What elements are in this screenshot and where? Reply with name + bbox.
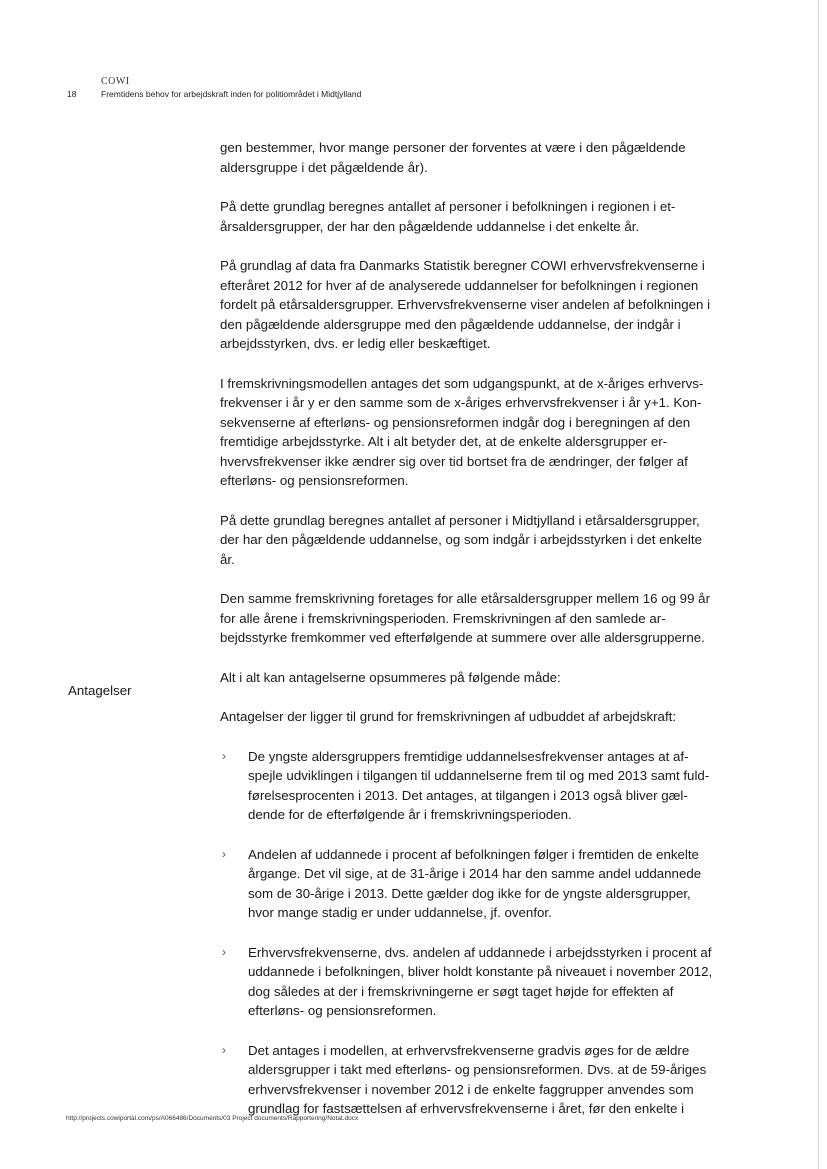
paragraph: På grundlag af data fra Danmarks Statistik beregner COWI erhvervsfrekvenserne i efteråret 2012 for hver af de analyserede uddannelser for befolkningen i regionen fordelt på etårsaldersgrupper. Erhvervsfrekvenserne viser andelen af befolkningen i den pågældende aldersgruppe med den pågældende uddannelse, der indgår i arbejdsstyrken, dvs. er ledig eller beskæftiget. [220, 258, 711, 351]
paragraph: I fremskrivningsmodellen antages det som udgangspunkt, at de x-åriges erhvervs-frekvenser i år y er den samme som de x-åriges erhvervsfrekvenser i år y+1. Kon-sekvenserne af efterløns- og pensionsreformen indgår dog i beregningen af den fremtidige arbejdsstyrke. Alt i alt betyder det, at de enkelte aldersgrupper er-hvervsfrekvenser ikke ændrer sig over tid bortset fra de ændringer, der følger af efterløns- og pensionsreformen. [220, 375, 704, 488]
assumptions-intro: Antagelser der ligger til grund for fremskrivningen af udbuddet af arbejdskraft: [220, 709, 677, 724]
list-item [220, 943, 720, 1021]
bullet-chevron-icon: › [222, 846, 226, 861]
body-text [220, 138, 720, 1139]
page-number: 18 [67, 89, 77, 99]
list-item-text: Erhvervsfrekvenserne, dvs. andelen af uddannede i arbejdsstyrken i procent af uddannede i befolkningen, bliver holdt konstante på niveauet i november 2012, dog således at der i fremskrivningerne er søgt taget højde for effekten af efterløns- og pensionsreformen. [248, 944, 713, 1018]
paragraph: På dette grundlag beregnes antallet af personer i Midtjylland i etårsaldersgrupper, der har den pågældende uddannelse, og som indgår i arbejdsstyrken i det enkelte år. [220, 512, 702, 567]
list-item [220, 747, 720, 825]
bullet-chevron-icon: › [222, 748, 226, 763]
margin-label-antagelser: Antagelser [68, 683, 132, 698]
bullet-chevron-icon: › [222, 1042, 226, 1057]
footer-file-path: http://projects.cowiportal.com/ps/A066486/Documents/03 Project documents/Rapportering/Notat.docx [66, 1115, 359, 1122]
company-name: COWI [101, 76, 130, 87]
assumptions-list [220, 747, 720, 1119]
paragraph: Den samme fremskrivning foretages for alle etårsaldersgrupper mellem 16 og 99 år for alle årene i fremskrivningsperioden. Fremskrivningen af den samlede ar-bejdsstyrke fremkommer ved efterfølgende at summere over alle aldersgrupperne. [220, 591, 710, 645]
bullet-chevron-icon: › [222, 944, 226, 959]
list-item-text: Andelen af uddannede i procent af befolkningen følger i fremtiden de enkelte årgange. Det vil sige, at de 31-årige i 2014 har den samme andel uddannede som de 30-årige i 2013. Dette gælder dog ikke for de yngste aldersgrupper, hvor mange stadig er under uddannelse, jf. ovenfor. [248, 846, 702, 920]
paragraph: gen bestemmer, hvor mange personer der forventes at være i den pågældende aldersgruppe i det pågældende år). [220, 140, 686, 175]
page-edge-line [818, 0, 819, 1169]
document-title: Fremtidens behov for arbejdskraft inden for politiområdet i Midtjylland [101, 89, 362, 99]
list-item [220, 845, 720, 923]
paragraph: Alt i alt kan antagelserne opsummeres på følgende måde: [220, 669, 561, 685]
list-item-text: De yngste aldersgruppers fremtidige uddannelsesfrekvenser antages at af-spejle udviklingen i tilgangen til uddannelserne frem til og med 2013 samt fuld-førelsesprocenten i 2013. Det antages, at tilgangen i 2013 også bliver gæl-dende for de efterfølgende år i fremskrivningsperioden. [248, 748, 710, 822]
paragraph: På dette grundlag beregnes antallet af personer i befolkningen i regionen i et-årsaldersgrupper, der har den pågældende uddannelse i det enkelte år. [220, 199, 676, 234]
list-item [220, 1041, 720, 1119]
list-item-text: Det antages i modellen, at erhvervsfrekvenserne gradvis øges for de ældre aldersgrupper i takt med efterløns- og pensionsreformen. Dvs. at de 59-åriges erhvervsfrekvenser i november 2012 i de enkelte faggrupper anvendes som grundlag for fastsættelsen af erhvervsfrekvenserne i året, før den enkelte i [248, 1042, 707, 1116]
